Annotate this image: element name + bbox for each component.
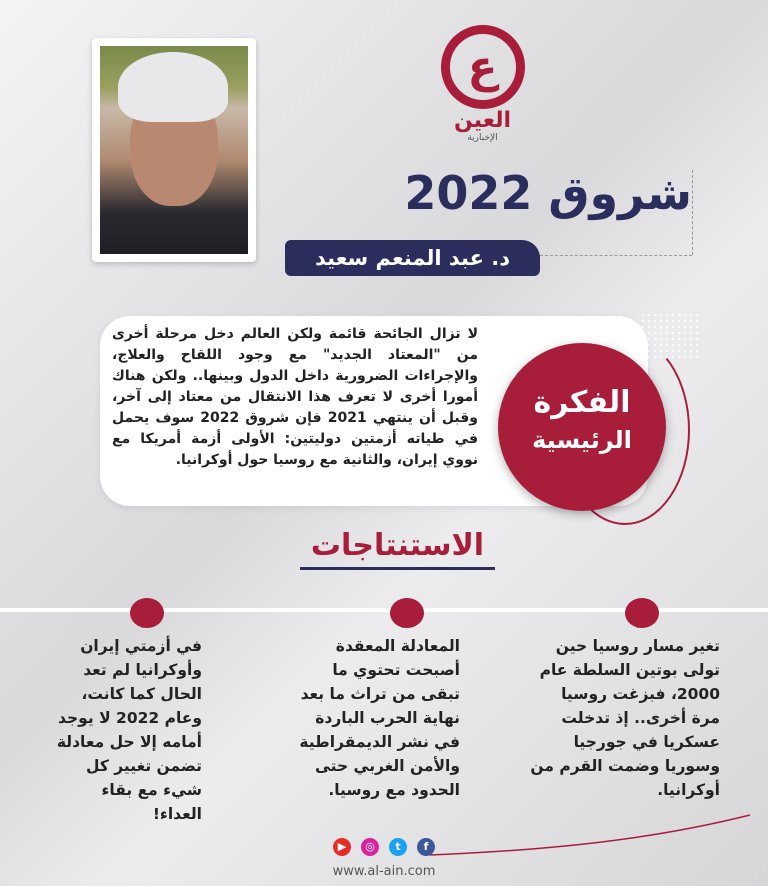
speech-bubble-icon	[625, 598, 659, 628]
conclusion-item: تغير مسار روسيا حين تولى بوتين السلطة عام 2000، فبزغت روسيا مرة أخرى.. إذ تدخلت عسكريا في جورجيا وسوريا وضمت القرم من أوكرانيا.	[530, 637, 720, 799]
logo-sub: الإخبارية	[467, 133, 498, 143]
logo-icon	[441, 25, 525, 109]
page-title: شروق 2022	[404, 166, 692, 220]
badge-line2: الرئيسية	[532, 426, 632, 454]
main-idea-text: لا تزال الجائحة قائمة ولكن العالم دخل مرحلة أخرى من "المعتاد الجديد" مع وجود اللقاح والعلاج، والإجراءات الضرورية داخل الدول وبينها.. ولكن هناك أمورا أخرى لا تعرف هذا الانتقال من معتاد إلى آخر، وقبل أن ينتهي 2021 فإن شروق 2022 سوف يحمل في طياته أزمتين دوليتين: الأولى أزمة أمريكا مع نووي إيران، والثانية مع روسيا حول أوكرانيا.	[100, 316, 648, 506]
facebook-icon[interactable]: f	[417, 838, 435, 856]
divider	[692, 170, 693, 255]
twitter-icon[interactable]: t	[389, 838, 407, 856]
conclusion-item: المعادلة المعقدة أصبحت تحتوي ما تبقى من تراث ما بعد نهاية الحرب الباردة في نشر الديمقراطية والأمن الغربي حتى الحدود مع روسيا.	[299, 637, 460, 799]
conclusion-item: في أزمتي إيران وأوكرانيا لم تعد الحال كما كانت، وعام 2022 لا يوجد أمامه إلا حل معادلة تضمن تغيير كل شيء مع بقاء العداء!	[56, 637, 202, 823]
al-ain-logo	[435, 25, 530, 145]
speech-bubble-icon	[130, 598, 164, 628]
website-url[interactable]: www.al-ain.com	[332, 864, 436, 879]
author-name: د. عبد المنعم سعيد	[285, 240, 540, 276]
divider	[540, 255, 692, 256]
logo-glyph: ع	[467, 41, 498, 93]
main-idea-badge	[498, 343, 666, 511]
author-photo	[92, 38, 256, 262]
social-links	[0, 838, 768, 858]
conclusions-heading: الاستنتاجات	[300, 528, 495, 570]
logo-name: العين	[454, 108, 511, 133]
badge-line1: الفكرة	[533, 385, 631, 420]
speech-bubble-icon	[390, 598, 424, 628]
youtube-icon[interactable]: ▶	[333, 838, 351, 856]
instagram-icon[interactable]: ◎	[361, 838, 379, 856]
